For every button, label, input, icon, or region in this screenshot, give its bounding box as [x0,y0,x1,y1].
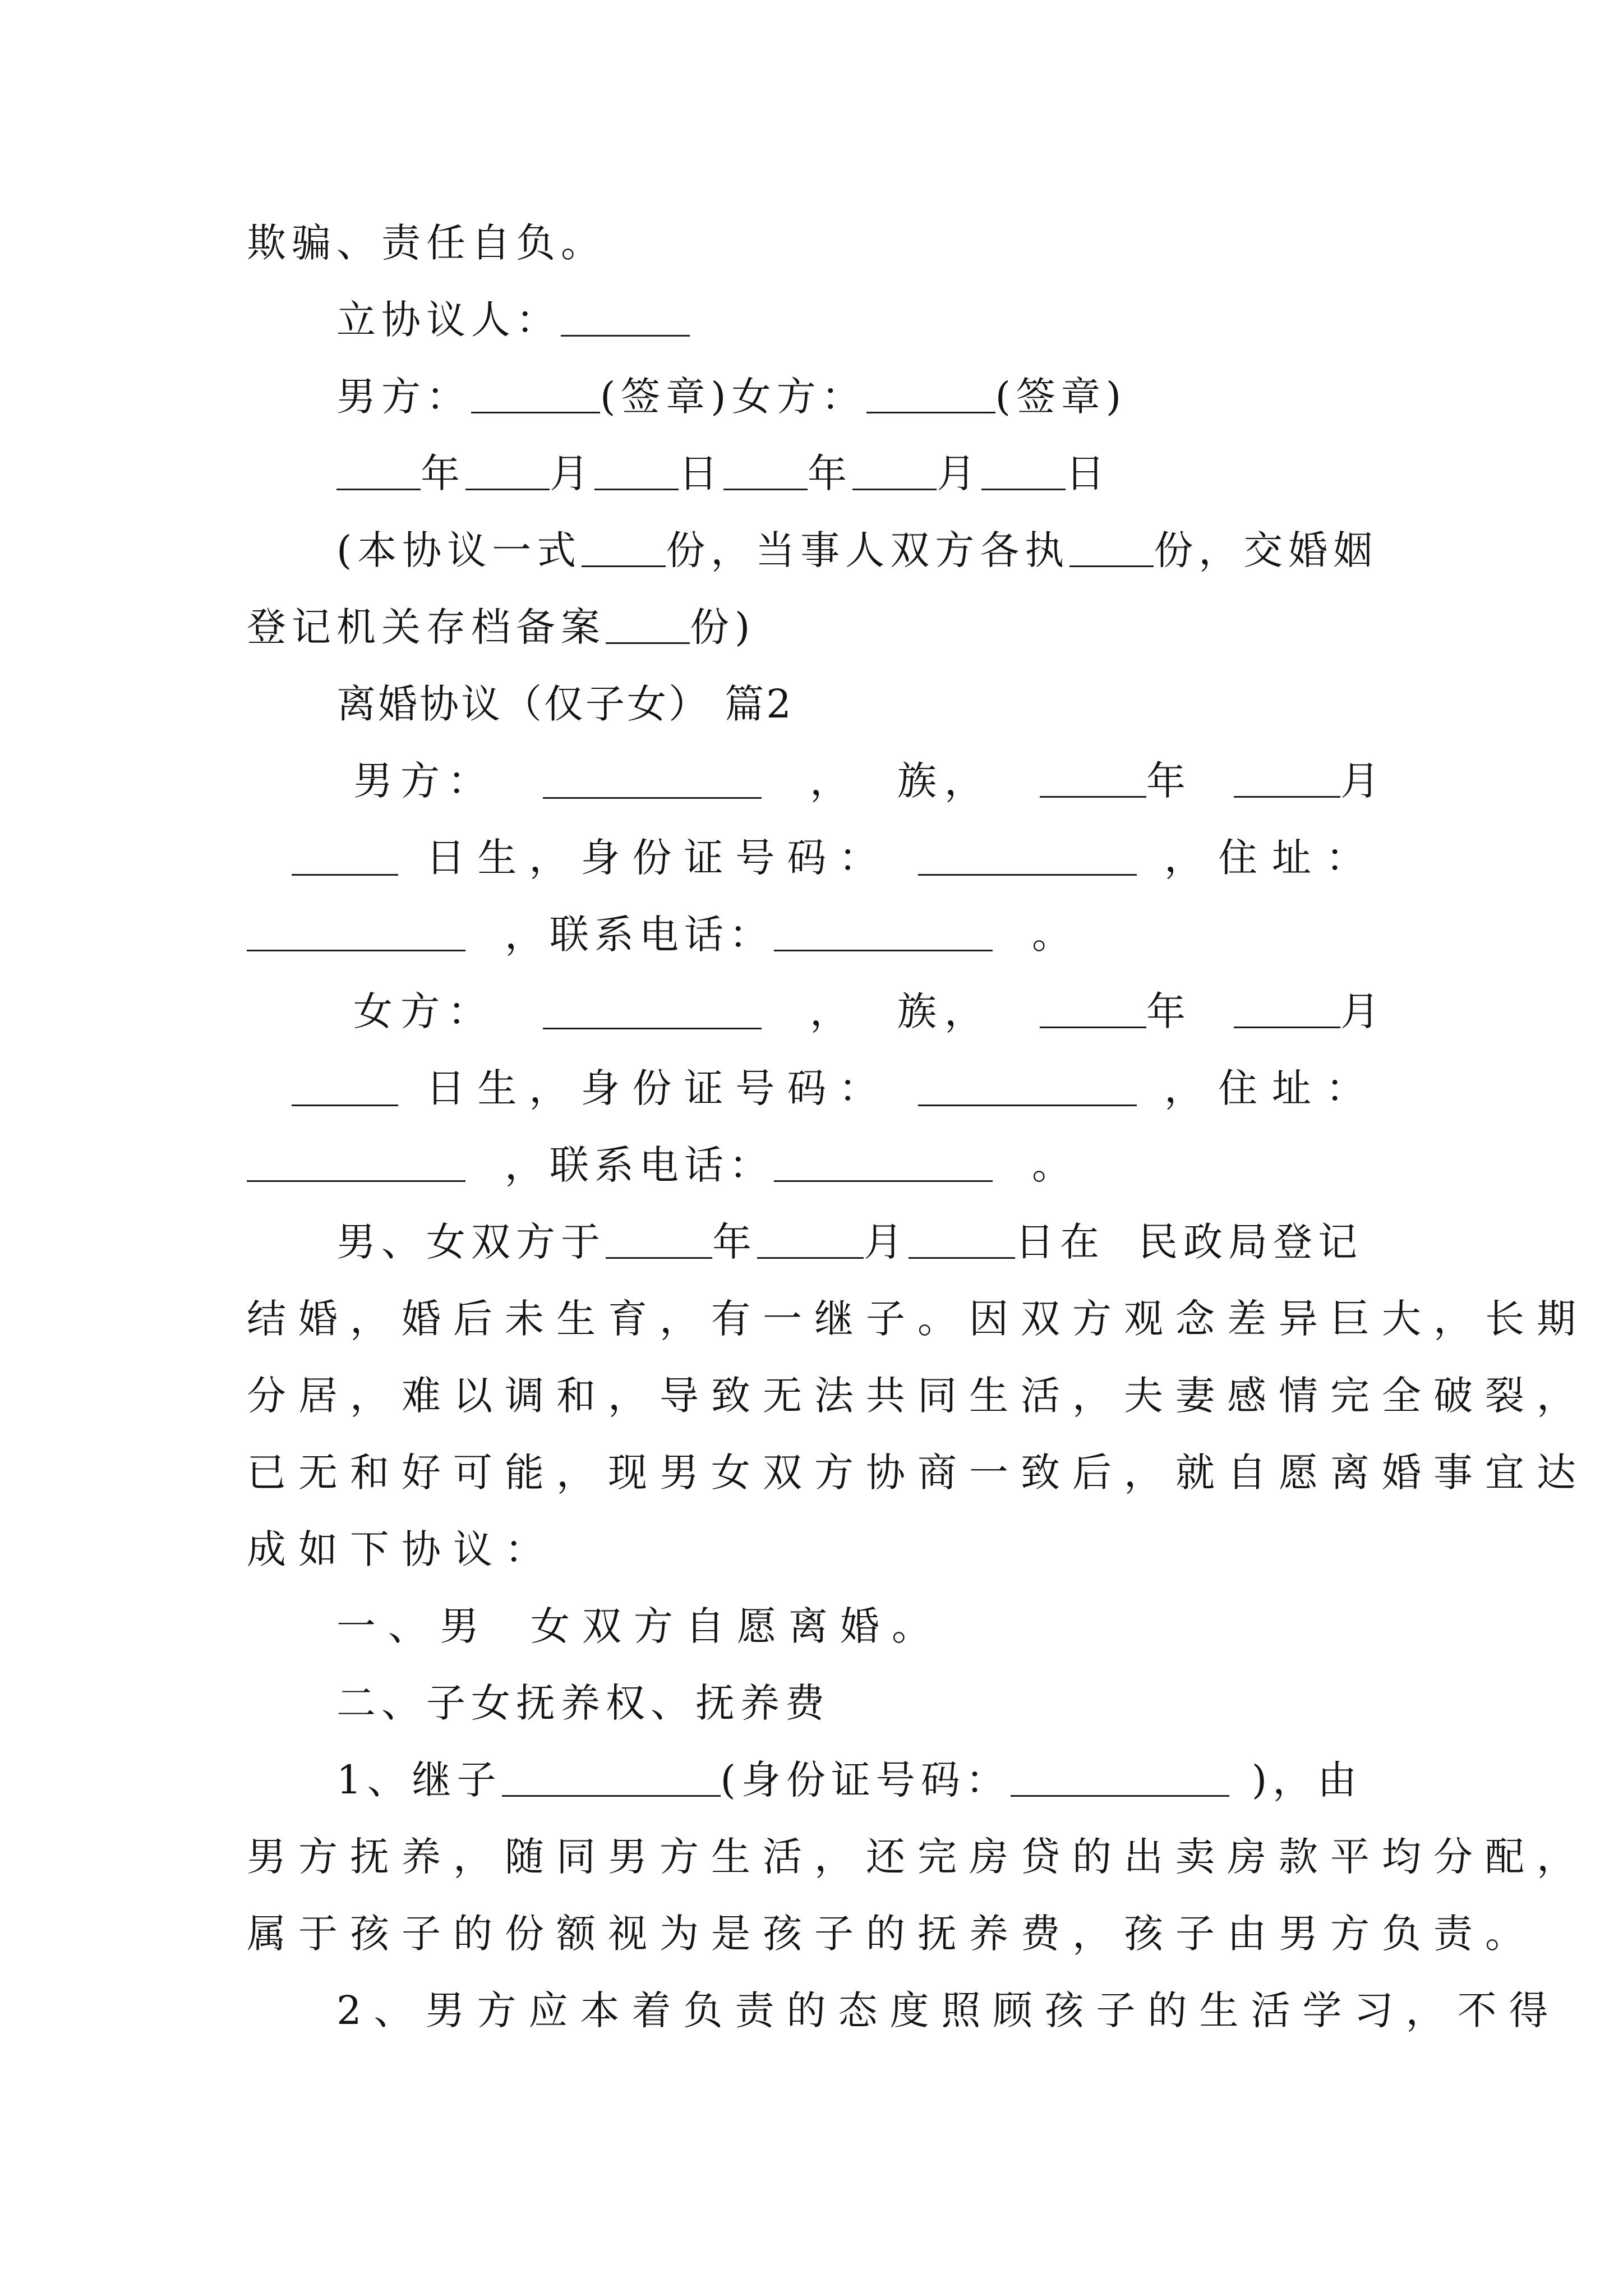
male-phone-line: ，联系电话： 。 [247,896,1380,973]
signatory-line: 立协议人： [336,282,1380,358]
copies-line: (本协议一式 份，当事人双方各执 份，交婚姻 [336,527,1378,573]
female-phone-line: ，联系电话： 。 [247,1127,1380,1203]
body-line: 属于孩子的份额视为是孩子的抚养费，孩子由男方负责。 [247,1911,1537,1957]
marriage-line: 男、女双方于 年 月 日在 民政局登记 [336,1219,1363,1265]
section-heading: 离婚协议（仅子女） 篇2 [336,681,794,727]
female-id-line: 日生，身份证号码： ，住址： [292,1050,1380,1126]
body-line: 成如下协议： [247,1526,556,1572]
body-line: 分居，难以调和，导致无法共同生活，夫妻感情完全破裂， [247,1373,1588,1419]
female-signature-blank [866,378,995,413]
clause-two-item-two: 2、男方应本着负责的态度照顾孩子的生活学习，不得 [336,1987,1561,2033]
clause-two-item-one: 1、继子 (身份证号码： )，由 [336,1757,1363,1803]
copies-line-cont: 登记机关存档备案 份) [247,604,756,650]
female-info-line: 女方： ， 族， 年 月 [353,988,1380,1034]
body-line: 结婚，婚后未生育，有一继子。因双方观念差异巨大，长期 [247,1296,1588,1342]
male-info-line: 男方： ， 族， 年 月 [353,758,1380,804]
male-id-line: 日生，身份证号码： ，住址： [292,820,1380,896]
clause-one: 一、男 女双方自愿离婚。 [336,1603,943,1649]
male-signature-blank [471,378,600,413]
signatory-blank [561,301,690,337]
clause-two-heading: 二、子女抚养权、抚养费 [336,1680,830,1726]
body-line: 已无和好可能，现男女双方协商一致后，就自愿离婚事宜达 [247,1450,1588,1496]
body-line: 男方抚养，随同男方生活，还完房贷的出卖房款平均分配， [247,1834,1588,1880]
date-line: 年 月 日 年 月 日 [336,435,1380,512]
text-line: 欺骗、责任自负。 [247,220,606,266]
signature-line: 男方： (签章)女方： (签章) [336,374,1127,420]
